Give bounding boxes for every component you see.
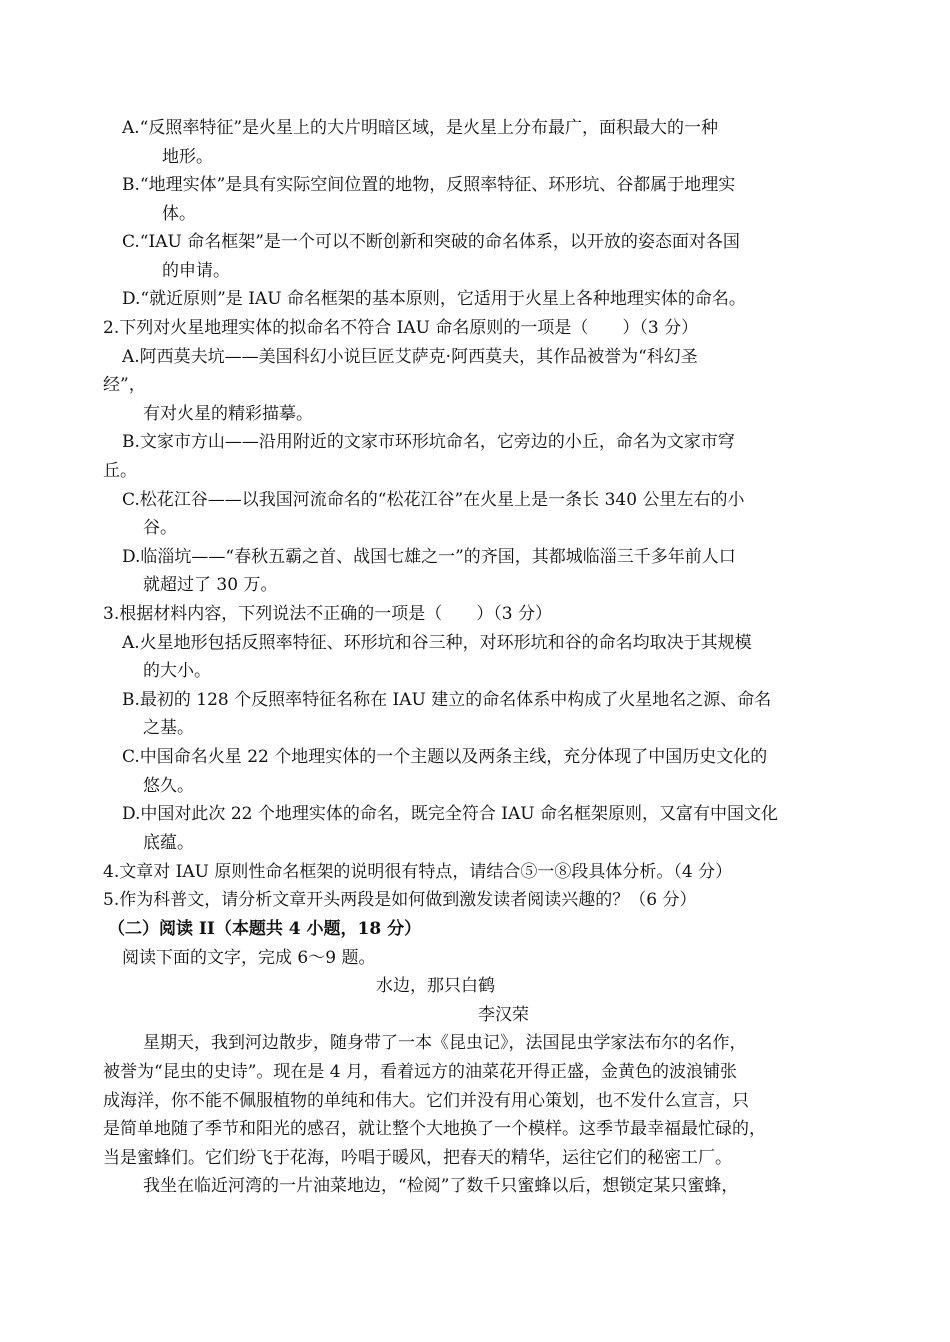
q4-text: 4.文章对 IAU 原则性命名框架的说明很有特点，请结合⑤一⑧段具体分析。（4 分） (103, 862, 733, 882)
q1-option-a-line2: 地形。 (162, 147, 213, 167)
q3-option-d-line2: 底蕴。 (143, 833, 194, 853)
q3-option-a-line1: A.火星地形包括反照率特征、环形坑和谷三种，对环形坑和谷的命名均取决于其规模 (122, 633, 752, 653)
story-line: 是简单地随了季节和阳光的感召，就让整个大地换了一个模样。这季节最幸福最忙碌的， (103, 1119, 766, 1139)
q1-option-a-line1: A.“反照率特征”是火星上的大片明暗区域，是火星上分布最广，面积最大的一种 (122, 118, 719, 138)
q3-option-a-line2: 的大小。 (143, 661, 211, 681)
q3-option-c-line1: C.中国命名火星 22 个地理实体的一个主题以及两条主线，充分体现了中国历史文化的 (122, 747, 768, 767)
story-line: 我坐在临近河湾的一片油菜地边，“检阅”了数千只蜜蜂以后，想锁定某只蜜蜂， (143, 1176, 739, 1196)
story-line: 被誉为“昆虫的史诗”。现在是 4 月，看着远方的油菜花开得正盛，金黄色的波浪铺张 (103, 1062, 738, 1082)
q3-option-d-line1: D.中国对此次 22 个地理实体的命名，既完全符合 IAU 命名框架原则，又富有中国文化 (122, 804, 778, 824)
q2-option-c-line2: 谷。 (143, 518, 177, 538)
story-line: 成海洋，你不能不佩服植物的单纯和伟大。它们并没有用心策划，也不发什么宣言，只 (103, 1091, 749, 1111)
q3-option-b-line2: 之基。 (143, 718, 194, 738)
q1-option-c-line2: 的申请。 (162, 261, 230, 281)
story-title: 水边，那只白鹤 (376, 976, 495, 996)
q2-stem: 2.下列对火星地理实体的拟命名不符合 IAU 命名原则的一项是（ ）（3 分） (103, 318, 699, 338)
q2-option-a-line2: 经”， (103, 375, 146, 395)
q1-option-b-line2: 体。 (162, 204, 196, 224)
q2-option-d-line2: 就超过了 30 万。 (143, 575, 278, 595)
story-line: 当是蜜蜂们。它们纷飞于花海，吟唱于暖风，把春天的精华，运往它们的秘密工厂。 (103, 1148, 732, 1168)
q2-option-b-line1: B.文家市方山——沿用附近的文家市环形坑命名，它旁边的小丘，命名为文家市穹 (122, 432, 735, 452)
section-heading: （二）阅读 II（本题共 4 小题，18 分） (108, 919, 422, 939)
q5-text: 5.作为科普文，请分析文章开头两段是如何做到激发读者阅读兴趣的？（6 分） (103, 890, 697, 910)
q1-option-c-line1: C.“IAU 命名框架”是一个可以不断创新和突破的命名体系，以开放的姿态面对各国 (122, 232, 740, 252)
q3-option-c-line2: 悠久。 (143, 776, 194, 796)
q3-stem: 3.根据材料内容，下列说法不正确的一项是（ ）（3 分） (103, 604, 552, 624)
story-line: 星期天，我到河边散步，随身带了一本《昆虫记》，法国昆虫学家法布尔的名作， (143, 1033, 747, 1053)
section-instruction: 阅读下面的文字，完成 6～9 题。 (122, 948, 376, 968)
q2-option-b-line2: 丘。 (103, 461, 137, 481)
q2-option-c-line1: C.松花江谷——以我国河流命名的“松花江谷”在火星上是一条长 340 公里左右的小 (122, 490, 745, 510)
q2-option-a-line1: A.阿西莫夫坑——美国科幻小说巨匠艾萨克·阿西莫夫，其作品被誉为“科幻圣 (122, 347, 698, 367)
q2-option-a-line3: 有对火星的精彩描摹。 (143, 404, 313, 424)
q2-option-d-line1: D.临淄坑——“春秋五霸之首、战国七雄之一”的齐国，其都城临淄三千多年前人口 (122, 547, 736, 567)
story-author: 李汉荣 (478, 1005, 529, 1025)
q1-option-d-line1: D.“就近原则”是 IAU 命名框架的基本原则，它适用于火星上各种地理实体的命名。 (122, 289, 746, 309)
q3-option-b-line1: B.最初的 128 个反照率特征名称在 IAU 建立的命名体系中构成了火星地名之源、命名 (122, 690, 772, 710)
q1-option-b-line1: B.“地理实体”是具有实际空间位置的地物，反照率特征、环形坑、谷都属于地理实 (122, 175, 736, 195)
